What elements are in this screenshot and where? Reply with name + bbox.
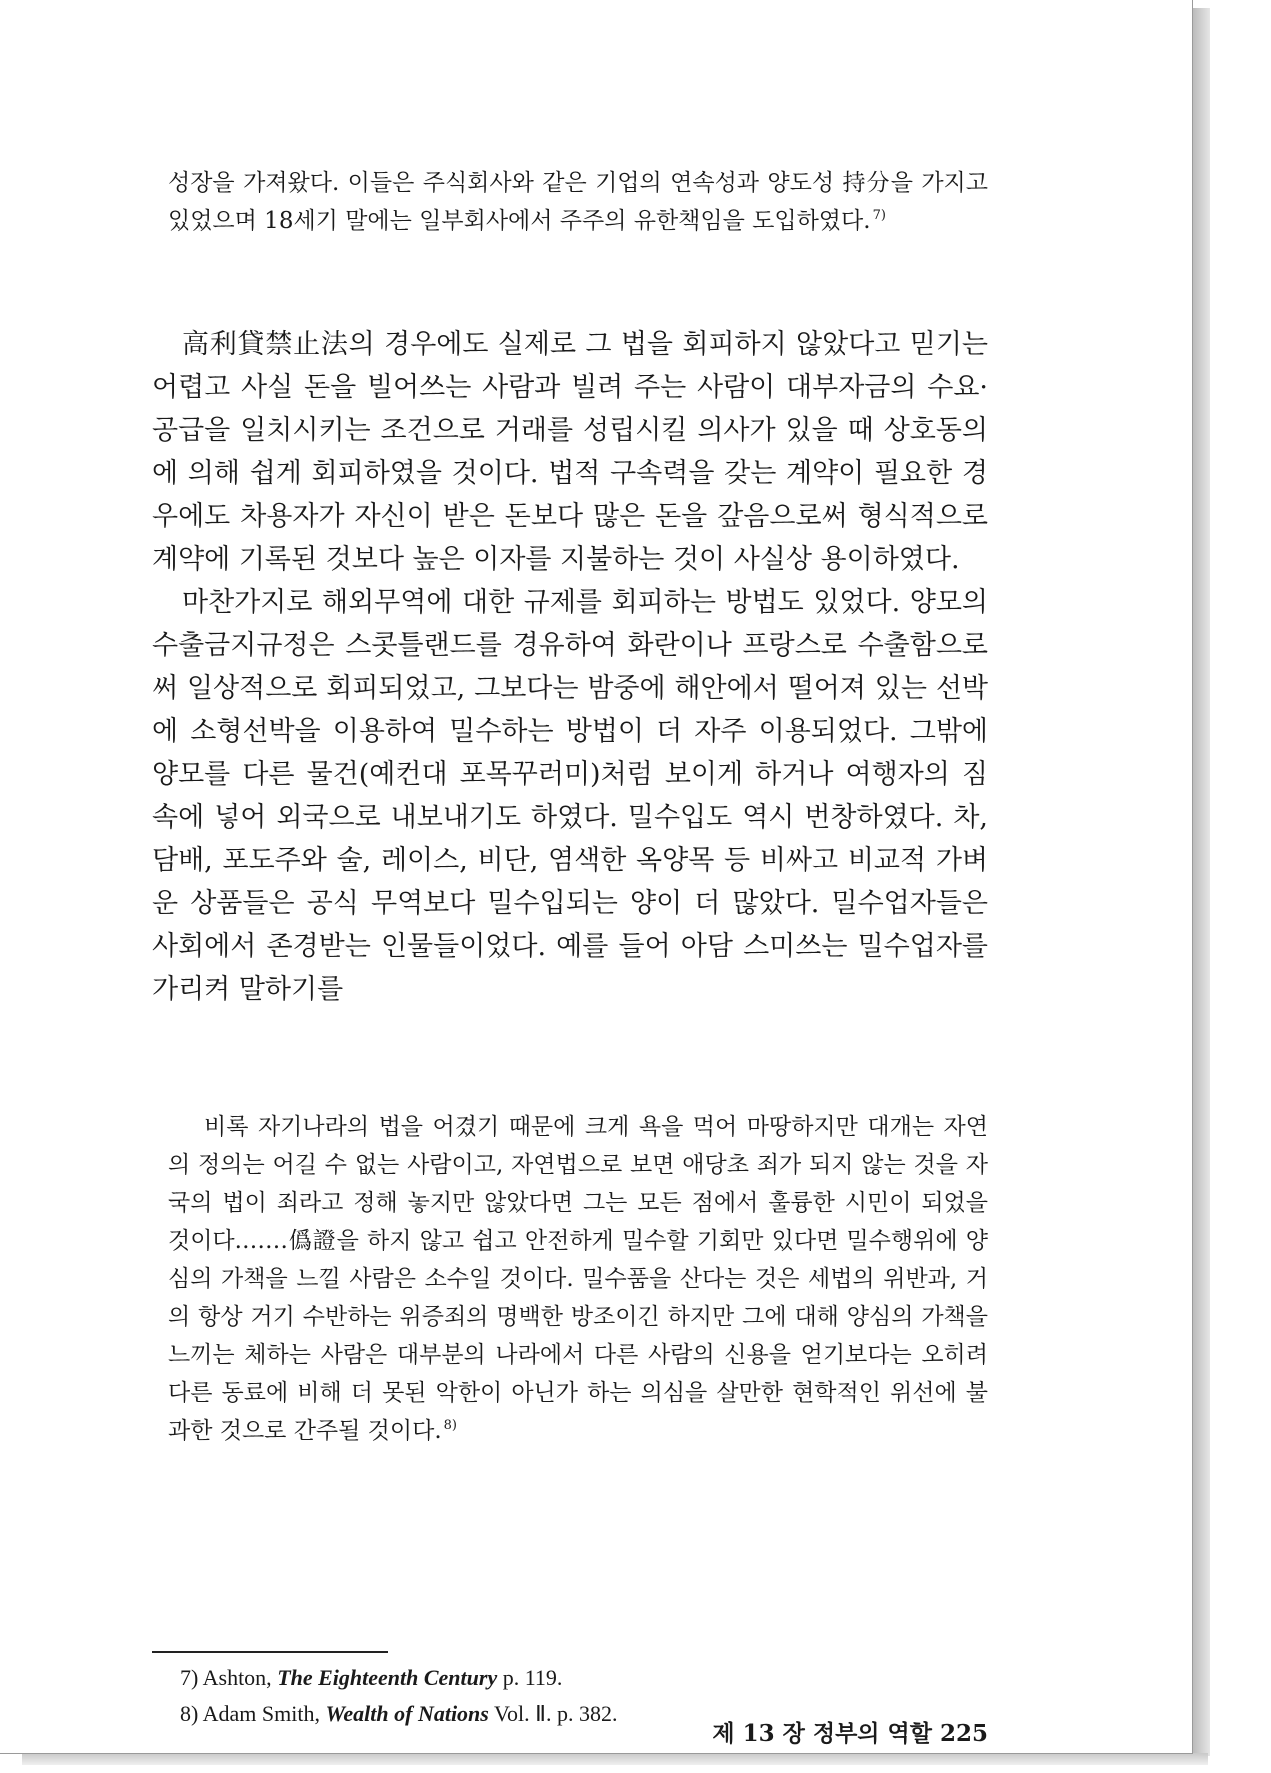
quote-top-text: 성장을 가져왔다. 이들은 주식회사와 같은 기업의 연속성과 양도성 持分을 가지고 있었으며 18세기 말에는 일부회사에서 주주의 유한책임을 도입하였다.: [168, 170, 988, 234]
page-number: 225: [939, 1720, 988, 1747]
running-footer: [680, 1715, 988, 1748]
quote-bottom-text: 비록 자기나라의 법을 어겼기 때문에 크게 욕을 먹어 마땅하지만 대개는 자연의 정의는 어길 수 없는 사람이고, 자연법으로 보면 애당초 죄가 되지 않는 것을 자국의 법이 죄라고 정해 놓지만 않았다면 그는 모든 점에서 훌륭한 시민이 되었을 것이다.……僞證을 하지 않고 쉽고 안전하게 밀수할 기회만 있다면 밀수행위에 양심의 가책을 느낄 사람은 소수일 것이다. 밀수품을 산다는 것은 세법의 위반과, 거의 항상 거기 수반하는 위증죄의 명백한 방조이긴 하지만 그에 대해 양심의 가책을 느끼는 체하는 사람은 대부분의 나라에서 다른 사람의 신용을 얻기보다는 오히려 다른 동료에 비해 더 못된 악한이 아닌가 하는 의심을 살만한 현학적인 위선에 불과한 것으로 간주될 것이다.: [168, 1114, 988, 1444]
footnote-author: Ashton,: [202, 1665, 272, 1690]
block-quote-top: [168, 164, 988, 240]
footer-chapter: 제 13 장: [712, 1720, 805, 1747]
block-quote-smith: [168, 1108, 988, 1450]
footnote-ref-7: 7): [872, 208, 886, 224]
footnote-number: 8): [180, 1701, 199, 1726]
page-bottom-shadow: [22, 1753, 1208, 1765]
footnote-page: p. 119.: [502, 1665, 563, 1690]
footnote-title: Wealth of Nations: [325, 1701, 489, 1726]
footnote-ref-8: 8): [443, 1418, 457, 1434]
body-text: [152, 323, 988, 1011]
footnote-number: 7): [180, 1665, 199, 1690]
footnote-title: The Eighteenth Century: [277, 1665, 498, 1690]
footnote-divider: [152, 1651, 388, 1653]
footer-chapter-title: 정부의 역할: [812, 1720, 932, 1747]
footnote-page: Vol. Ⅱ. p. 382.: [493, 1701, 618, 1726]
footnote-7: [180, 1660, 780, 1696]
paragraph-smuggling: 마찬가지로 해외무역에 대한 규제를 회피하는 방법도 있었다. 양모의 수출금지규정은 스콧틀랜드를 경유하여 화란이나 프랑스로 수출함으로써 일상적으로 회피되었고, 그보다는 밤중에 해안에서 떨어져 있는 선박에 소형선박을 이용하여 밀수하는 방법이 더 자주 이용되었다. 그밖에 양모를 다른 물건(예컨대 포목꾸러미)처럼 보이게 하거나 여행자의 짐 속에 넣어 외국으로 내보내기도 하였다. 밀수입도 역시 번창하였다. 차, 담배, 포도주와 술, 레이스, 비단, 염색한 옥양목 등 비싸고 비교적 가벼운 상품들은 공식 무역보다 밀수입되는 양이 더 많았다. 밀수업자들은 사회에서 존경받는 인물들이었다. 예를 들어 아담 스미쓰는 밀수업자를 가리켜 말하기를: [152, 587, 988, 1005]
page-edge-shadow: [1192, 8, 1210, 1756]
footnote-author: Adam Smith,: [202, 1701, 320, 1726]
paragraph-usury: 高利貸禁止法의 경우에도 실제로 그 법을 회피하지 않았다고 믿기는 어렵고 사실 돈을 빌어쓰는 사람과 빌려 주는 사람이 대부자금의 수요·공급을 일치시키는 조건으로 거래를 성립시킬 의사가 있을 때 상호동의에 의해 쉽게 회피하였을 것이다. 법적 구속력을 갖는 계약이 필요한 경우에도 차용자가 자신이 받은 돈보다 많은 돈을 갚음으로써 형식적으로 계약에 기록된 것보다 높은 이자를 지불하는 것이 사실상 용이하였다.: [152, 329, 988, 575]
